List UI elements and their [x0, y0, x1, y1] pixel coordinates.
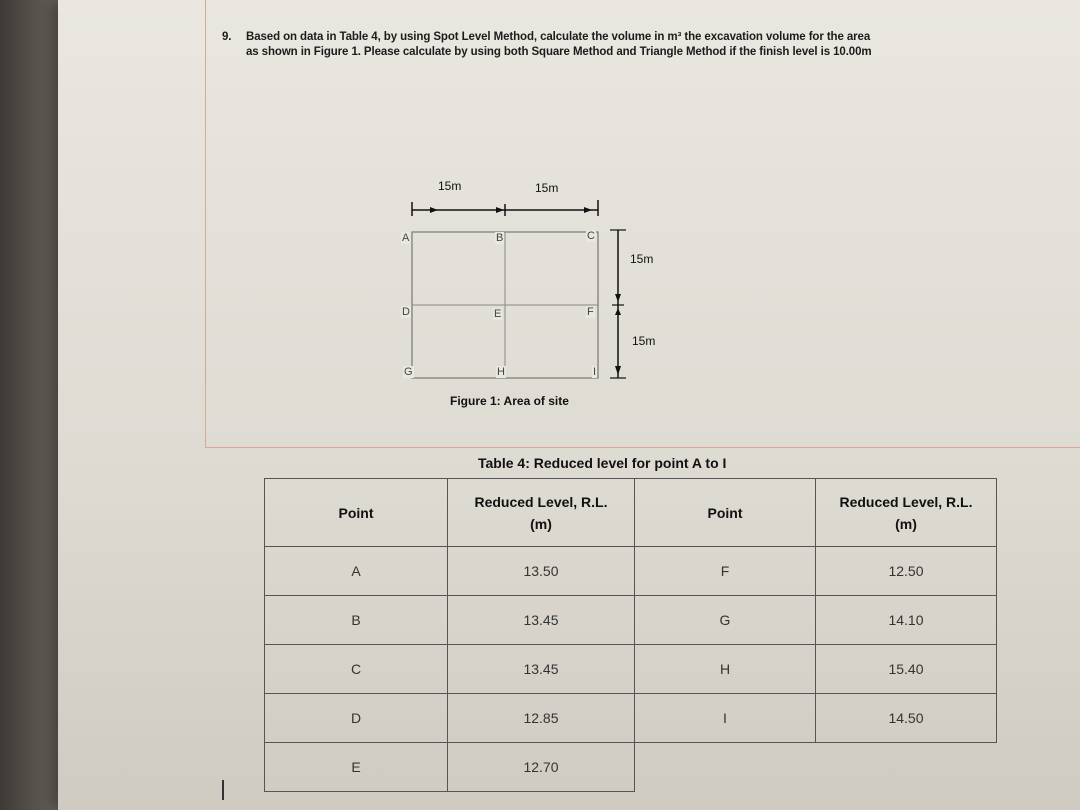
cell-point: A: [265, 547, 448, 596]
header-rl2-line2: (m): [895, 515, 917, 532]
right-dimension-arrow-1: [615, 294, 621, 302]
cell-point: G: [635, 596, 816, 645]
cell-reduced-level: 13.50: [448, 547, 635, 596]
header-reduced-level-2: [816, 479, 997, 547]
point-label-b: B: [496, 232, 504, 244]
question-block: [222, 30, 882, 60]
cell-point: C: [265, 645, 448, 694]
cell-reduced-level: 15.40: [816, 645, 997, 694]
cell-point: F: [635, 547, 816, 596]
header-rl2-line1: Reduced Level, R.L.: [839, 493, 973, 510]
right-dimension-arrow-2: [615, 308, 621, 315]
cell-reduced-level: 14.10: [816, 596, 997, 645]
header-reduced-level-1: [448, 479, 635, 547]
figure-caption: Figure 1: Area of site: [450, 394, 569, 408]
cell-point: B: [265, 596, 448, 645]
cell-point: H: [635, 645, 816, 694]
table-row: [265, 596, 997, 645]
cell-point: I: [635, 694, 816, 743]
dimension-top-left: 15m: [438, 179, 462, 193]
point-label-a: A: [402, 232, 410, 244]
point-label-i: I: [593, 366, 597, 378]
right-dimension-arrow-3: [615, 366, 621, 375]
header-point-1: Point: [265, 479, 448, 547]
question-text: Based on data in Table 4, by using Spot Level Method, calculate the volume in m³ the excavation volume for the area as shown in Figure 1. Please calculate by using both Square Method and Triangle Method if the finish level is 10.00m: [246, 31, 872, 58]
table-row: [265, 547, 997, 596]
top-dimension-arrow-1: [430, 207, 438, 213]
cell-reduced-level: 13.45: [448, 645, 635, 694]
dimension-top-right: 15m: [535, 181, 559, 195]
point-label-g: G: [404, 366, 413, 378]
cell-reduced-level: 12.85: [448, 694, 635, 743]
paper-edge-mark: [222, 780, 224, 800]
cell-point: E: [265, 743, 448, 792]
top-dimension-arrow-2: [496, 207, 504, 213]
header-rl1-line1: Reduced Level, R.L.: [474, 493, 608, 510]
point-label-c: C: [587, 230, 595, 242]
reduced-level-table: [264, 478, 997, 792]
table-row: [265, 694, 997, 743]
top-dimension-arrow-3: [584, 207, 592, 213]
cell-reduced-level: 12.70: [448, 743, 635, 792]
table-header-row: [265, 479, 997, 547]
question-box-border-bottom: [205, 447, 1080, 448]
point-label-f: F: [587, 306, 594, 318]
header-rl1-line2: (m): [530, 515, 552, 532]
dimension-right-bottom: 15m: [632, 334, 656, 348]
site-grid-drawing: [390, 170, 670, 410]
point-label-d: D: [402, 306, 410, 318]
cell-point: D: [265, 694, 448, 743]
cell-reduced-level: 13.45: [448, 596, 635, 645]
point-label-h: H: [497, 366, 505, 378]
site-figure: [390, 170, 670, 410]
question-box-border-left: [205, 0, 206, 448]
cell-reduced-level: 14.50: [816, 694, 997, 743]
question-number: 9.: [222, 31, 232, 43]
point-label-e: E: [494, 308, 502, 320]
table-title: Table 4: Reduced level for point A to I: [478, 455, 727, 471]
cell-point: [635, 743, 816, 792]
table-row: [265, 645, 997, 694]
header-point-2: Point: [635, 479, 816, 547]
table-row: [265, 743, 997, 792]
cell-reduced-level: 12.50: [816, 547, 997, 596]
cell-reduced-level: [816, 743, 997, 792]
dimension-right-top: 15m: [630, 252, 654, 266]
